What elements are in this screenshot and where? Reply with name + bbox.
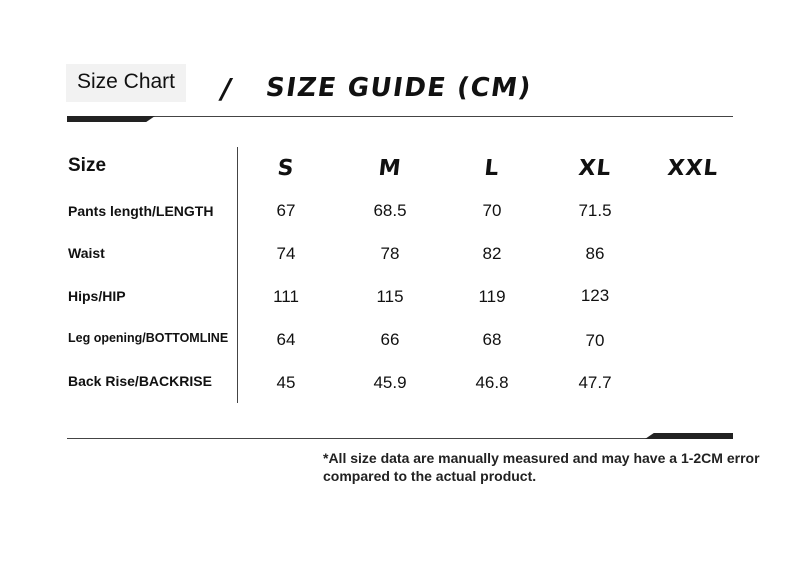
table-cell: 68 [482, 330, 502, 349]
table-cell: 123 [580, 286, 610, 305]
row-label-waist: Waist [68, 245, 105, 261]
column-header-xxl: XXL [666, 156, 720, 181]
row-label-pants-length: Pants length/LENGTH [68, 203, 214, 219]
table-cell: 111 [273, 287, 299, 306]
table-cell: 74 [276, 244, 296, 263]
column-header-l: L [483, 156, 501, 181]
table-cell: 119 [478, 287, 506, 306]
top-divider [67, 116, 733, 117]
table-cell: 68.5 [373, 201, 407, 220]
label-column-divider [237, 147, 238, 403]
table-cell: 64 [276, 330, 296, 349]
measurement-footnote: *All size data are manually measured and may have a 1-2CM error compared to the actual product. [323, 450, 760, 484]
table-cell: 45 [276, 373, 296, 392]
table-cell: 71.5 [578, 201, 612, 220]
table-cell: 78 [380, 244, 400, 263]
size-chart-label: Size Chart [66, 64, 186, 102]
row-label-back-rise: Back Rise/BACKRISE [68, 373, 212, 389]
table-cell: 82 [482, 244, 502, 263]
table-cell: 115 [376, 287, 404, 306]
top-divider-accent [67, 116, 155, 122]
table-cell: 66 [380, 330, 400, 349]
title-slash: / [221, 72, 232, 105]
bottom-divider-accent [645, 433, 733, 439]
table-cell: 70 [585, 331, 605, 350]
column-header-s: S [276, 156, 296, 181]
table-cell: 86 [585, 244, 605, 263]
table-cell: 46.8 [475, 373, 509, 392]
table-cell: 45.9 [373, 373, 407, 392]
table-cell: 47.7 [578, 373, 612, 392]
size-header-label: Size [68, 155, 107, 176]
size-guide-title: SIZE GUIDE (CM) [263, 73, 534, 103]
column-header-xl: XL [577, 156, 613, 181]
row-label-hips: Hips/HIP [68, 288, 126, 304]
column-header-m: M [377, 156, 403, 181]
row-label-leg-opening: Leg opening/BOTTOMLINE [68, 331, 229, 345]
table-cell: 67 [276, 201, 296, 220]
table-cell: 70 [482, 201, 502, 220]
bottom-divider [67, 438, 733, 439]
